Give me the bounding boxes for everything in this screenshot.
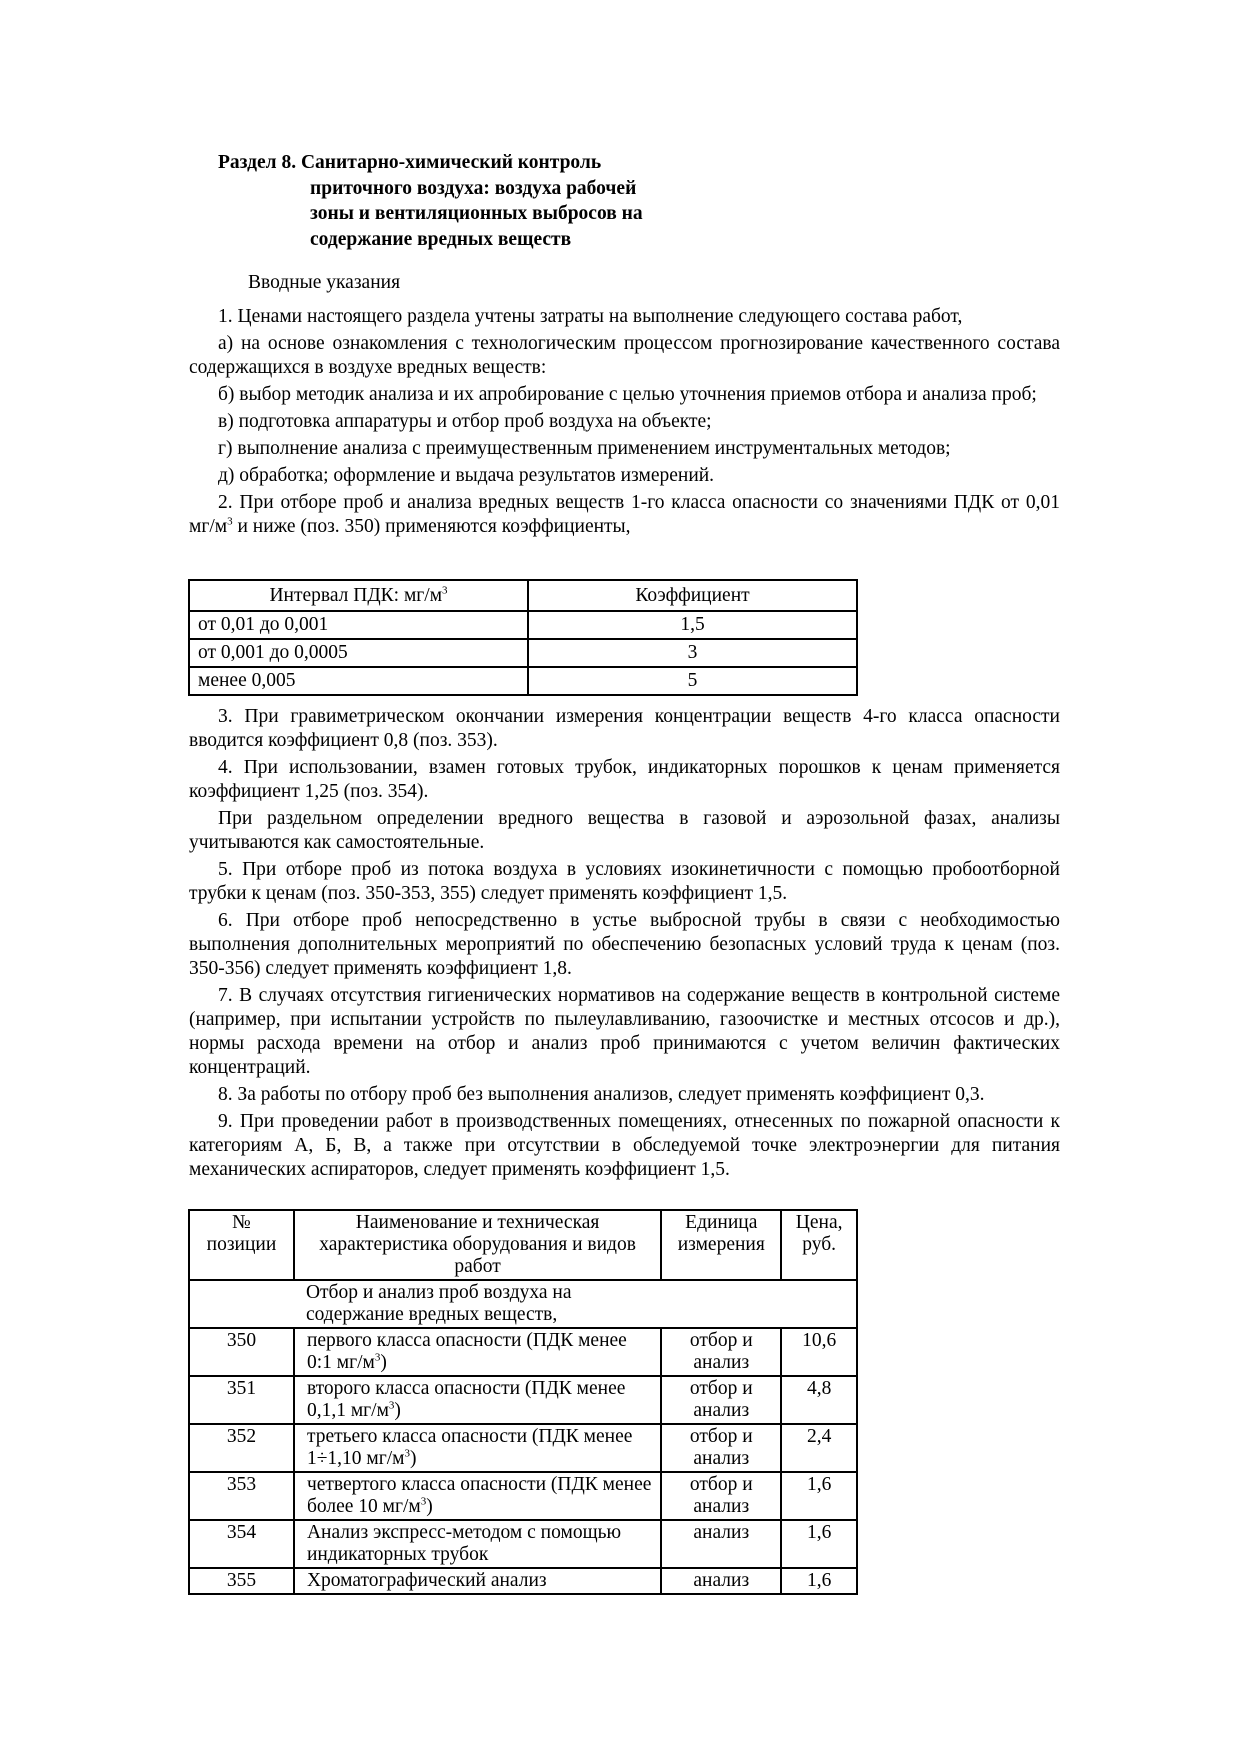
- position-cell: 352: [189, 1424, 294, 1472]
- price-cell: 1,6: [781, 1472, 857, 1520]
- table-row: [189, 1376, 857, 1424]
- coef-cell: 3: [528, 639, 857, 667]
- name-text: четвертого класса опасности (ПДК менее более 10 мг/м: [306, 1474, 652, 1517]
- header-interval: [189, 580, 528, 611]
- unit-cell: анализ: [661, 1568, 781, 1594]
- paragraph: г) выполнение анализа с преимущественным применением инструментальных методов;: [218, 438, 951, 459]
- interval-cell: от 0,001 до 0,0005: [189, 639, 528, 667]
- superscript: 3: [374, 1351, 381, 1364]
- unit-cell: отбор и анализ: [661, 1472, 781, 1520]
- paragraph: 1. Ценами настоящего раздела учтены затраты на выполнение следующего состава работ,: [218, 306, 963, 327]
- empty-cell: [189, 1280, 294, 1328]
- table-group-row: [189, 1280, 857, 1328]
- paragraph: б) выбор методик анализа и их апробирование с целью уточнения приемов отбора и анализа проб;: [218, 384, 1037, 405]
- position-cell: 351: [189, 1376, 294, 1424]
- name-cell: [294, 1424, 661, 1472]
- paragraph: При раздельном определении вредного вещества в газовой и аэрозольной фазах, анализы учитываются как самостоятельные.: [189, 808, 1060, 853]
- text-run: 2. При отборе проб и анализа вредных веществ 1-го класса опасности со значениями ПДК от 0,01 мг/м: [189, 492, 1060, 537]
- table-row: [189, 1472, 857, 1520]
- unit-cell: отбор и анализ: [661, 1424, 781, 1472]
- name-text: ): [394, 1400, 401, 1421]
- position-cell: 355: [189, 1568, 294, 1594]
- unit-cell: отбор и анализ: [661, 1376, 781, 1424]
- price-cell: 1,6: [781, 1568, 857, 1594]
- paragraph: в) подготовка аппаратуры и отбор проб воздуха на объекте;: [218, 411, 712, 432]
- paragraph: 4. При использовании, взамен готовых трубок, индикаторных порошков к ценам применяется коэффициент 1,25 (поз. 354).: [189, 757, 1060, 802]
- superscript: 3: [388, 1399, 395, 1412]
- intro-text: [189, 305, 1060, 542]
- name-text: ): [380, 1352, 387, 1373]
- paragraph: 7. В случаях отсутствия гигиенических нормативов на содержание веществ в контрольной системе (например, при испытании устройств по пылеулавливанию, газоочистке и местных отсосов и др.), нормы расхода времени на отбор и анализ проб принимаются с учетом величин фактических концентраций.: [189, 985, 1060, 1078]
- intro-heading: Вводные указания: [248, 272, 401, 293]
- price-table: [188, 1209, 858, 1595]
- position-cell: 350: [189, 1328, 294, 1376]
- section-title-line: Раздел 8. Санитарно-химический контроль: [218, 152, 602, 173]
- notes-text: [189, 705, 1060, 1185]
- paragraph: 5. При отборе проб из потока воздуха в условиях изокинетичности с помощью пробоотборной трубки к ценам (поз. 350-353, 355) следует применять коэффициент 1,5.: [189, 859, 1060, 904]
- name-text: первого класса опасности (ПДК менее 0:1 мг/м: [306, 1330, 627, 1373]
- table-row: [189, 611, 857, 639]
- superscript: 3: [420, 1495, 427, 1508]
- interval-cell: от 0,01 до 0,001: [189, 611, 528, 639]
- position-cell: 353: [189, 1472, 294, 1520]
- paragraph: [189, 491, 1060, 539]
- table-row: [189, 667, 857, 695]
- price-cell: 4,8: [781, 1376, 857, 1424]
- coef-cell: 5: [528, 667, 857, 695]
- coefficient-table: [188, 579, 858, 696]
- coef-cell: 1,5: [528, 611, 857, 639]
- header-position: № позиции: [189, 1210, 294, 1280]
- superscript: 3: [442, 584, 448, 596]
- price-cell: 1,6: [781, 1520, 857, 1568]
- name-text: второго класса опасности (ПДК менее 0,1,1 мг/м: [306, 1378, 626, 1421]
- section-title: [218, 150, 778, 252]
- table-row: [189, 1568, 857, 1594]
- paragraph: 3. При гравиметрическом окончании измерения концентрации веществ 4-го класса опасности вводится коэффициент 0,8 (поз. 353).: [189, 706, 1060, 751]
- table-row: [189, 1520, 857, 1568]
- superscript: 3: [227, 515, 233, 528]
- paragraph: 8. За работы по отбору проб без выполнения анализов, следует применять коэффициент 0,3.: [218, 1084, 985, 1105]
- position-cell: 354: [189, 1520, 294, 1568]
- group-title-cell: Отбор и анализ проб воздуха на содержание вредных веществ,: [294, 1280, 857, 1328]
- header-text: Интервал ПДК: мг/м: [269, 584, 443, 606]
- section-title-line: приточного воздуха: воздуха рабочей: [310, 177, 637, 199]
- section-title-line: зоны и вентиляционных выбросов на: [310, 203, 643, 224]
- header-price: Цена, руб.: [781, 1210, 857, 1280]
- name-cell: Анализ экспресс-методом с помощью индикаторных трубок: [294, 1520, 661, 1568]
- table-header-row: [189, 1210, 857, 1280]
- paragraph: 9. При проведении работ в производственных помещениях, отнесенных по пожарной опасности к категориям А, Б, В, а также при отсутствии в обследуемой точке электроэнергии для питания механических аспираторов, следует применять коэффициент 1,5.: [189, 1111, 1060, 1180]
- name-cell: [294, 1376, 661, 1424]
- paragraph: д) обработка; оформление и выдача результатов измерений.: [218, 465, 715, 486]
- section-title-line: содержание вредных веществ: [310, 228, 572, 250]
- superscript: 3: [404, 1447, 410, 1460]
- header-unit: Единица измерения: [661, 1210, 781, 1280]
- header-name: Наименование и техническая характеристика оборудования и видов работ: [294, 1210, 661, 1280]
- paragraph: 6. При отборе проб непосредственно в устье выбросной трубы в связи с необходимостью выполнения дополнительных мероприятий по обеспечению безопасных условий труда к ценам (поз. 350-356) следует применять коэффициент 1,8.: [189, 910, 1060, 979]
- name-text: ): [410, 1448, 417, 1469]
- unit-cell: отбор и анализ: [661, 1328, 781, 1376]
- name-cell: [294, 1472, 661, 1520]
- table-header-row: [189, 580, 857, 611]
- table-row: [189, 639, 857, 667]
- name-cell: [294, 1328, 661, 1376]
- name-cell: Хроматографический анализ: [294, 1568, 661, 1594]
- unit-cell: анализ: [661, 1520, 781, 1568]
- table-row: [189, 1424, 857, 1472]
- interval-cell: менее 0,005: [189, 667, 528, 695]
- name-text: ): [426, 1496, 433, 1517]
- table-row: [189, 1328, 857, 1376]
- header-coefficient: Коэффициент: [528, 580, 857, 611]
- paragraph: а) на основе ознакомления с технологическим процессом прогнозирование качественного состава содержащихся в воздухе вредных веществ:: [189, 333, 1060, 378]
- price-cell: 10,6: [781, 1328, 857, 1376]
- text-run: и ниже (поз. 350) применяются коэффициенты,: [232, 516, 631, 537]
- name-text: третьего класса опасности (ПДК менее 1÷1,10 мг/м: [306, 1426, 633, 1469]
- price-cell: 2,4: [781, 1424, 857, 1472]
